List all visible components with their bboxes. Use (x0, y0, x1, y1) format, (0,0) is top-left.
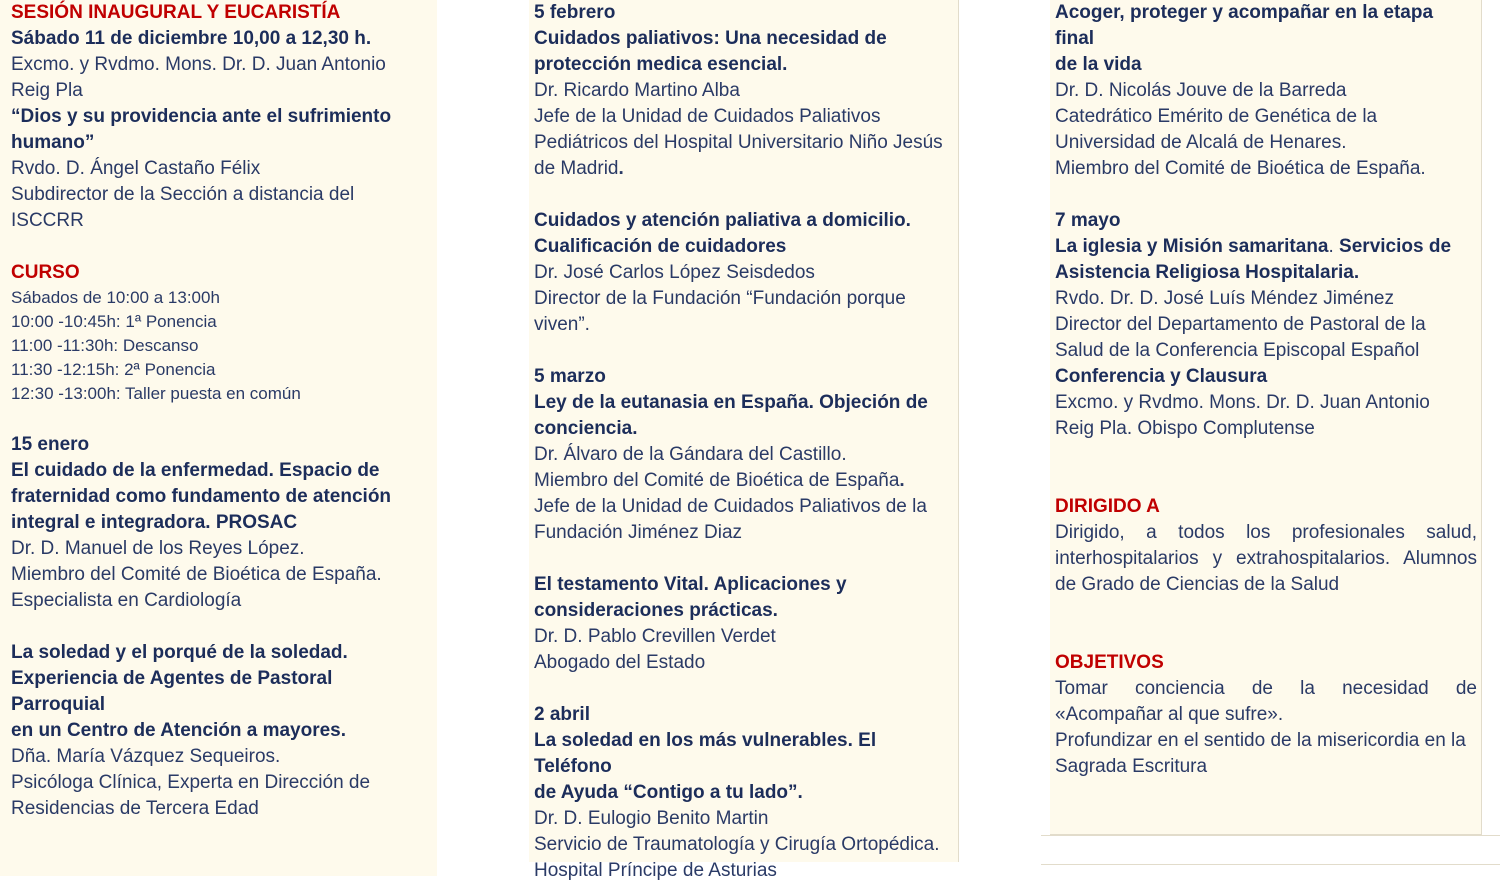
session-detail: Universidad de Alcalá de Henares. (1055, 132, 1347, 153)
period-mark: . (899, 470, 905, 491)
session-detail: Dr. D. Nicolás Jouve de la Barreda (1055, 80, 1347, 101)
inaugural-speaker-line: Reig Pla (11, 80, 83, 101)
session-detail: Reig Pla. Obispo Complutense (1055, 418, 1315, 439)
session-detail: viven”. (534, 314, 590, 335)
inaugural-date: Sábado 11 de diciembre 10,00 a 12,30 h. (11, 28, 372, 49)
session-title: Ley de la eutanasia en España. Objeción de (534, 392, 928, 413)
session-title: Asistencia Religiosa Hospitalaria. (1055, 262, 1360, 283)
objetivos-item: Tomar conciencia de la necesidad de «Acompañar al que sufre». (1055, 678, 1477, 725)
session-detail: Miembro del Comité de Bioética de España. (11, 564, 382, 585)
session-title: conciencia. (534, 418, 638, 439)
session-date: 2 abril (534, 704, 590, 725)
session-title: El cuidado de la enfermedad. Espacio de (11, 460, 380, 481)
period-mark: . (618, 158, 624, 179)
session-title: de Ayuda “Contigo a tu lado”. (534, 782, 803, 803)
session-title: Experiencia de Agentes de Pastoral Parroquial (11, 668, 333, 715)
session-detail: Dr. José Carlos López Seisdedos (534, 262, 815, 283)
session-detail: Jefe de la Unidad de Cuidados Paliativos de la (534, 496, 927, 517)
session-date: 7 mayo (1055, 210, 1121, 231)
session-detail: Dña. María Vázquez Sequeiros. (11, 746, 281, 767)
session-detail (534, 468, 952, 494)
dirigido-text: Dirigido, a todos los profesionales salud, interhospitalarios y extrahospitalarios. Alumnos de Grado de Ciencias de la Salud (1055, 522, 1477, 595)
session-detail: Director del Departamento de Pastoral de la (1055, 314, 1426, 335)
session-detail: Dr. D. Pablo Crevillen Verdet (534, 626, 776, 647)
session-detail: Salud de la Conferencia Episcopal Español (1055, 340, 1420, 361)
session-title (1055, 234, 1477, 260)
session-detail: Jefe de la Unidad de Cuidados Paliativos (534, 106, 881, 127)
schedule-line: 11:00 -11:30h: Descanso (11, 336, 199, 355)
session-detail: Hospital Príncipe de Asturias (534, 860, 777, 881)
session-date: 5 febrero (534, 2, 616, 23)
session-title: fraternidad como fundamento de atención (11, 486, 392, 507)
session-title: protección medica esencial. (534, 54, 788, 75)
session-title: La soledad y el porqué de la soledad. (11, 642, 348, 663)
schedule-line: 11:30 -12:15h: 2ª Ponencia (11, 360, 216, 379)
dirigido-heading: DIRIGIDO A (1055, 496, 1160, 517)
inaugural-speaker-line: Excmo. y Rvdmo. Mons. Dr. D. Juan Antonio (11, 54, 386, 75)
schedule-line: 12:30 -13:00h: Taller puesta en común (11, 384, 301, 403)
session-title-part: La iglesia y Misión samaritana (1055, 236, 1329, 257)
session-title: de la vida (1055, 54, 1142, 75)
column-middle (529, 0, 959, 881)
session-detail: Residencias de Tercera Edad (11, 798, 259, 819)
schedule-line: Sábados de 10:00 a 13:00h (11, 288, 220, 307)
inaugural-second-speaker: Rvdo. D. Ángel Castaño Félix (11, 158, 261, 179)
session-detail: Pediátricos del Hospital Universitario Niño Jesús (534, 132, 943, 153)
session-detail: Director de la Fundación “Fundación porque (534, 288, 906, 309)
session-detail: Dr. Ricardo Martino Alba (534, 80, 740, 101)
session-title: integral e integradora. PROSAC (11, 512, 298, 533)
session-detail: Especialista en Cardiología (11, 590, 242, 611)
session-date: 5 marzo (534, 366, 606, 387)
session-detail: Dr. Álvaro de la Gándara del Castillo. (534, 444, 847, 465)
session-detail: Fundación Jiménez Diaz (534, 522, 743, 543)
session-detail: Servicio de Traumatología y Cirugía Ortopédica. (534, 834, 940, 855)
session-date: 15 enero (11, 434, 90, 455)
session-title: Cuidados paliativos: Una necesidad de (534, 28, 887, 49)
session-detail: Abogado del Estado (534, 652, 706, 673)
inaugural-lecture-title: “Dios y su providencia ante el sufrimiento (11, 106, 392, 127)
inaugural-heading: SESIÓN INAUGURAL Y EUCARISTÍA (11, 2, 341, 23)
session-title: Acoger, proteger y acompañar en la etapa final (1055, 2, 1434, 49)
column-left (0, 0, 437, 876)
session-title: Cualificación de cuidadores (534, 236, 787, 257)
inaugural-lecture-title: humano” (11, 132, 95, 153)
column-right (1050, 0, 1482, 835)
session-title: Cuidados y atención paliativa a domicilio. (534, 210, 911, 231)
session-title-part: Servicios de (1333, 236, 1452, 257)
session-detail: Miembro del Comité de Bioética de España. (1055, 158, 1426, 179)
session-detail: Dr. D. Manuel de los Reyes López. (11, 538, 305, 559)
period-mark: . (1328, 236, 1334, 257)
session-detail-text: Miembro del Comité de Bioética de España (534, 470, 900, 491)
session-detail: Dr. D. Eulogio Benito Martin (534, 808, 769, 829)
session-detail (534, 156, 952, 182)
session-detail-text: de Madrid (534, 158, 619, 179)
objetivos-item: Profundizar en el sentido de la misericordia en la Sagrada Escritura (1055, 730, 1466, 777)
session-detail: Psicóloga Clínica, Experta en Dirección de (11, 772, 371, 793)
column-right-footer-strip (1041, 835, 1500, 865)
curso-heading: CURSO (11, 262, 80, 283)
closing-title: Conferencia y Clausura (1055, 366, 1268, 387)
session-title: en un Centro de Atención a mayores. (11, 720, 347, 741)
objetivos-heading: OBJETIVOS (1055, 652, 1164, 673)
session-title: La soledad en los más vulnerables. El Teléfono (534, 730, 877, 777)
session-title: El testamento Vital. Aplicaciones y (534, 574, 847, 595)
session-detail: Catedrático Emérito de Genética de la (1055, 106, 1378, 127)
schedule-line: 10:00 -10:45h: 1ª Ponencia (11, 312, 217, 331)
session-detail: Rvdo. Dr. D. José Luís Méndez Jiménez (1055, 288, 1394, 309)
inaugural-second-speaker-role: Subdirector de la Sección a distancia del ISCCRR (11, 184, 355, 231)
session-detail: Excmo. y Rvdmo. Mons. Dr. D. Juan Antonio (1055, 392, 1430, 413)
session-title: consideraciones prácticas. (534, 600, 778, 621)
